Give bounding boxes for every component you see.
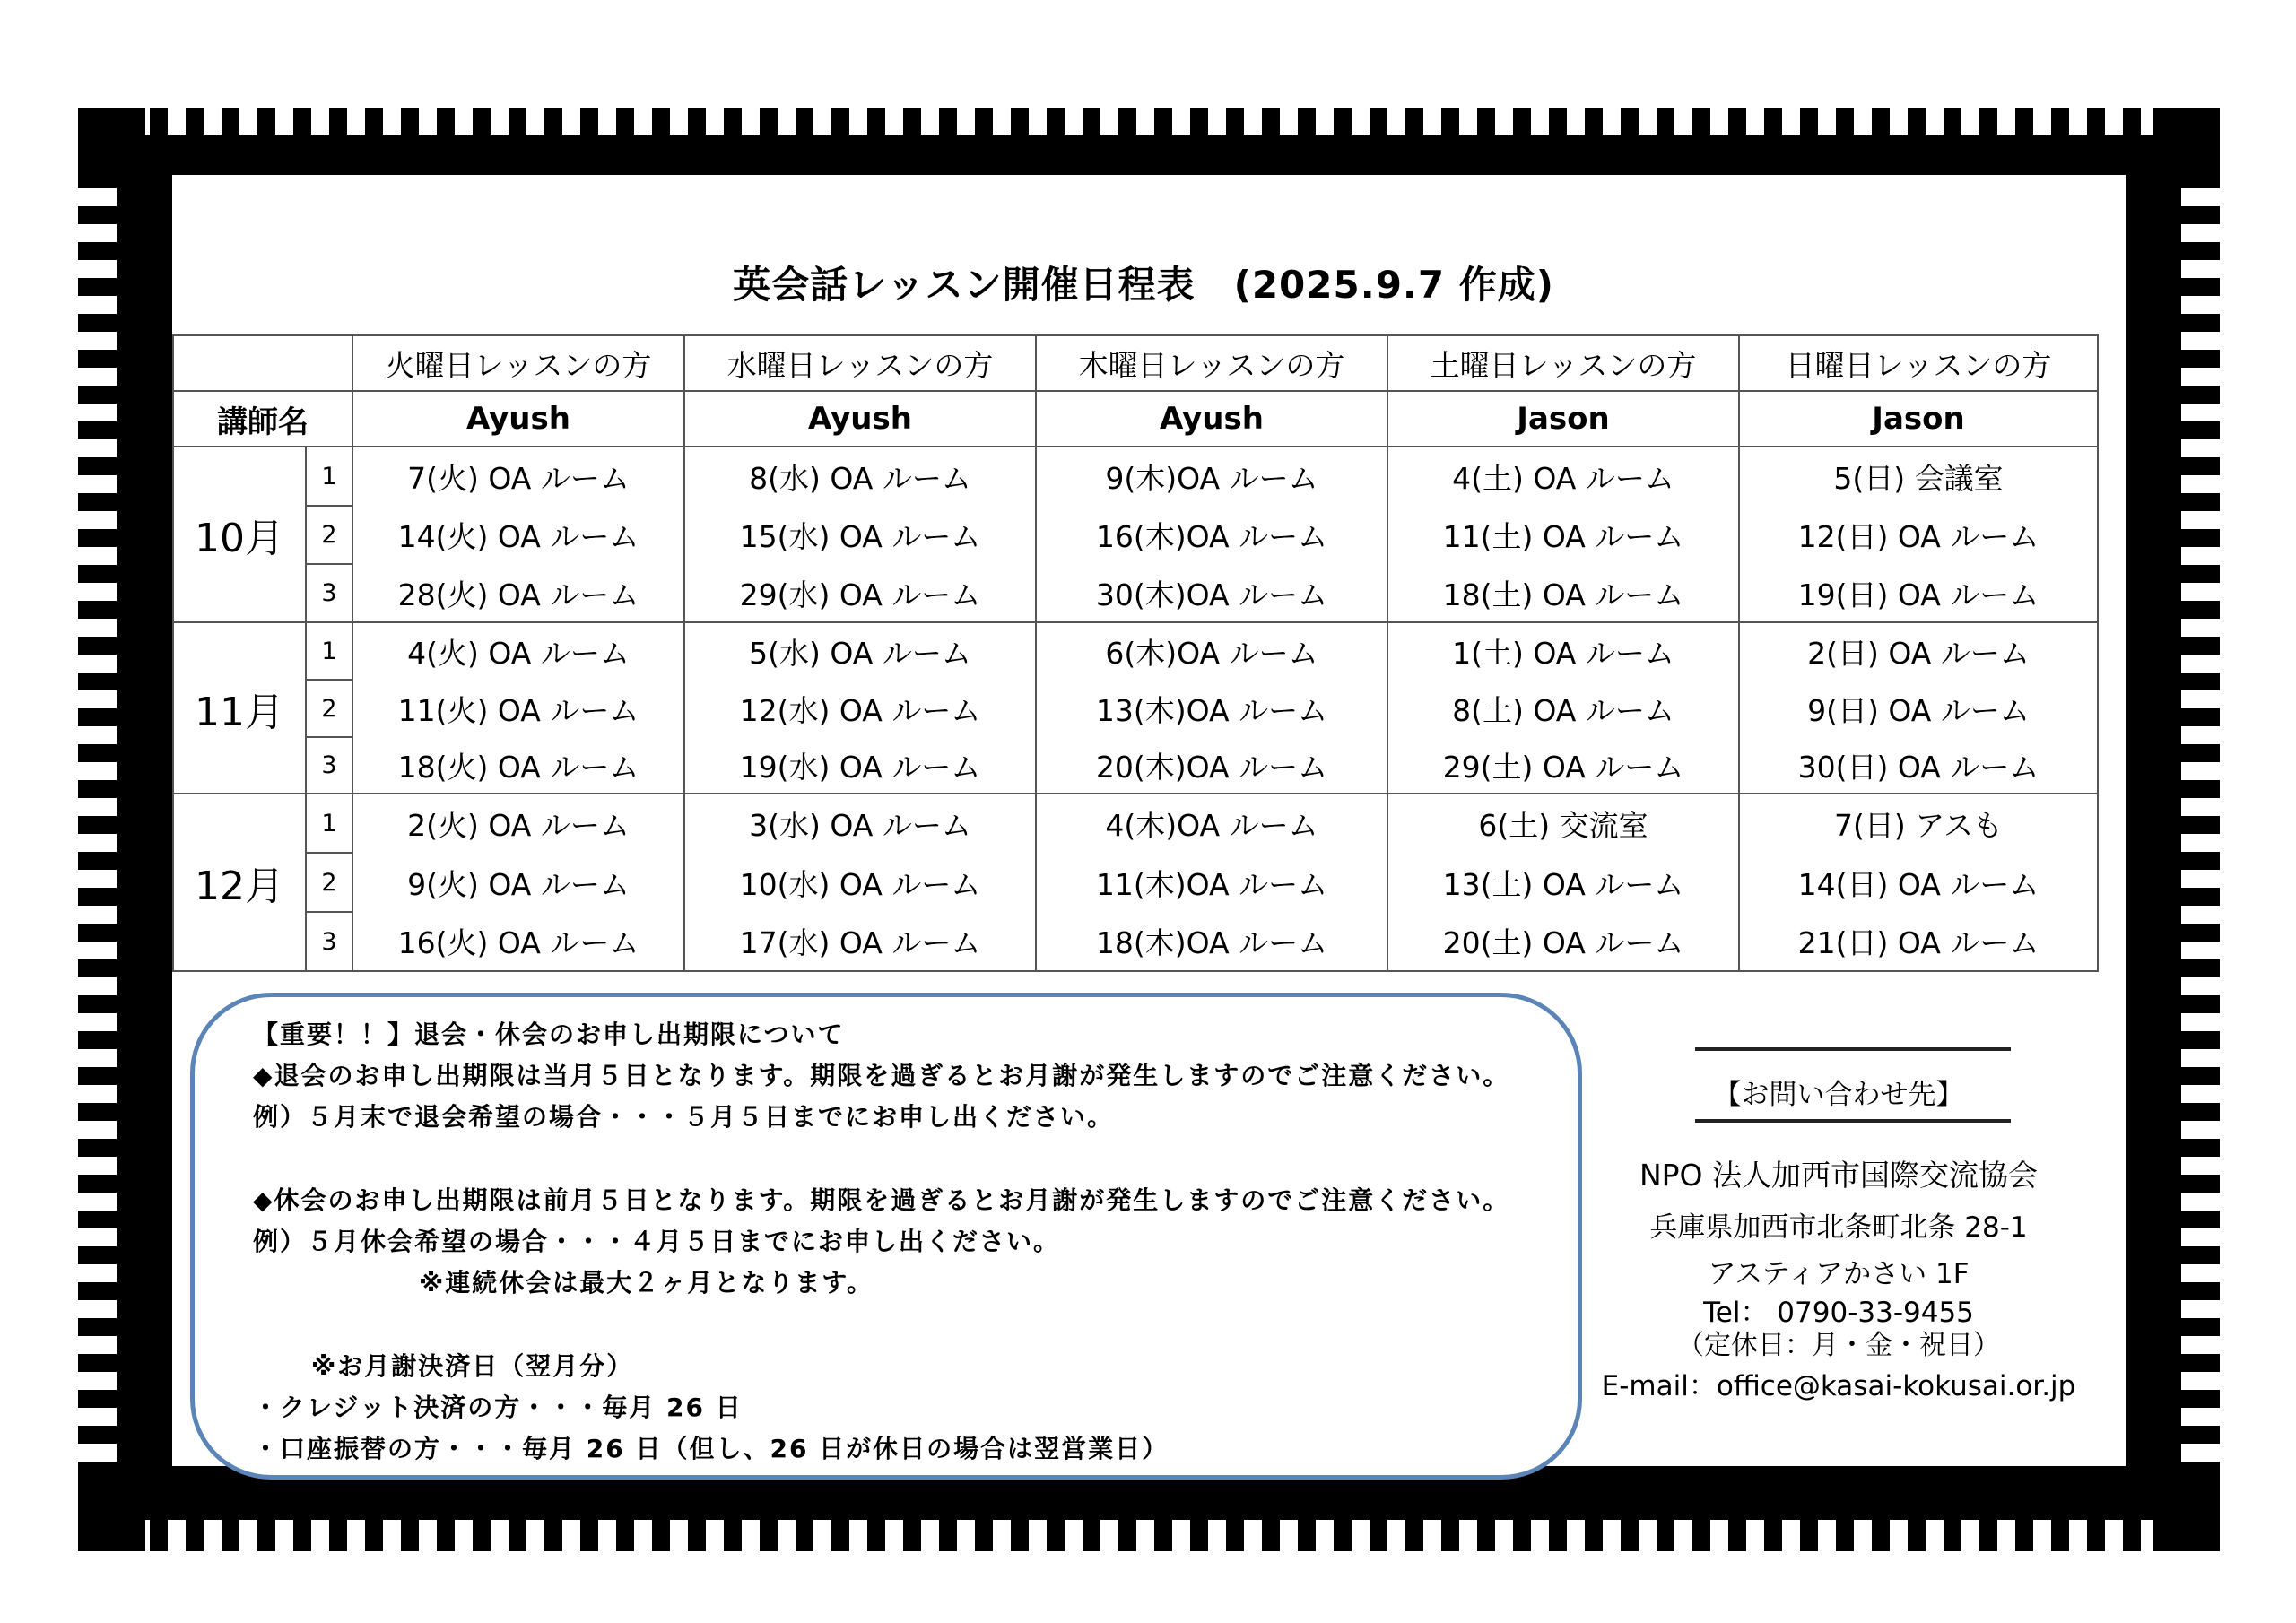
notice-line: ※連続休会は最大２ヶ月となります。 bbox=[419, 1268, 874, 1298]
lesson-slot: 2(火) OA ルーム bbox=[352, 794, 684, 853]
lesson-slot: 9(日) OA ルーム bbox=[1739, 680, 2098, 737]
lesson-slot: 16(火) OA ルーム bbox=[352, 912, 684, 971]
lesson-slot: 21(日) OA ルーム bbox=[1739, 912, 2098, 971]
phone-number: Tel： 0790-33-9455 bbox=[1703, 1297, 1974, 1329]
lesson-slot: 29(土) OA ルーム bbox=[1387, 737, 1739, 794]
instructor-name: Ayush bbox=[1036, 391, 1387, 447]
row-number: 3 bbox=[306, 912, 352, 971]
notice-line: ※お月謝決済日（翌月分） bbox=[311, 1351, 634, 1381]
lesson-slot: 16(木)OA ルーム bbox=[1036, 506, 1387, 564]
lesson-slot: 11(火) OA ルーム bbox=[352, 680, 684, 737]
lesson-slot: 19(日) OA ルーム bbox=[1739, 564, 2098, 622]
notice-box bbox=[190, 993, 1582, 1480]
table-row bbox=[173, 506, 2098, 564]
org-name: NPO 法人加西市国際交流協会 bbox=[1639, 1158, 2039, 1193]
month-label: 10月 bbox=[173, 447, 306, 622]
table-row bbox=[173, 853, 2098, 912]
instructor-name: Jason bbox=[1387, 391, 1739, 447]
email-address: E-mail：office@kasai-kokusai.or.jp bbox=[1601, 1370, 2076, 1402]
lesson-slot: 10(水) OA ルーム bbox=[684, 853, 1036, 912]
lesson-slot: 15(水) OA ルーム bbox=[684, 506, 1036, 564]
instructor-name: Jason bbox=[1739, 391, 2098, 447]
lesson-slot: 14(日) OA ルーム bbox=[1739, 853, 2098, 912]
day-header-row bbox=[173, 335, 2098, 391]
table-row bbox=[173, 912, 2098, 971]
notice-line: ・クレジット決済の方・・・毎月 26 日 bbox=[253, 1393, 743, 1422]
lesson-slot: 5(日) 会議室 bbox=[1739, 447, 2098, 506]
lesson-slot: 30(日) OA ルーム bbox=[1739, 737, 2098, 794]
day-header: 日曜日レッスンの方 bbox=[1739, 335, 2098, 391]
lesson-slot: 4(土) OA ルーム bbox=[1387, 447, 1739, 506]
lesson-slot: 2(日) OA ルーム bbox=[1739, 622, 2098, 680]
notice-line: ・口座振替の方・・・毎月 26 日（但し、26 日が休日の場合は翌営業日） bbox=[253, 1434, 1170, 1463]
lesson-slot: 4(火) OA ルーム bbox=[352, 622, 684, 680]
address-line: アスティアかさい 1F bbox=[1708, 1258, 1970, 1290]
lesson-slot: 11(木)OA ルーム bbox=[1036, 853, 1387, 912]
divider bbox=[1695, 1047, 2011, 1051]
lesson-slot: 12(日) OA ルーム bbox=[1739, 506, 2098, 564]
closed-days: （定休日：月・金・祝日） bbox=[1677, 1330, 2000, 1361]
lesson-slot: 9(火) OA ルーム bbox=[352, 853, 684, 912]
day-header: 水曜日レッスンの方 bbox=[684, 335, 1036, 391]
divider bbox=[1695, 1119, 2011, 1123]
lesson-slot: 5(水) OA ルーム bbox=[684, 622, 1036, 680]
lesson-slot: 18(火) OA ルーム bbox=[352, 737, 684, 794]
instructor-label: 講師名 bbox=[173, 391, 352, 447]
lesson-slot: 17(水) OA ルーム bbox=[684, 912, 1036, 971]
contact-heading: 【お問い合わせ先】 bbox=[1713, 1079, 1964, 1111]
lesson-slot: 20(木)OA ルーム bbox=[1036, 737, 1387, 794]
table-row bbox=[173, 737, 2098, 794]
row-number: 1 bbox=[306, 622, 352, 680]
table-row bbox=[173, 564, 2098, 622]
lesson-slot: 20(土) OA ルーム bbox=[1387, 912, 1739, 971]
month-label: 12月 bbox=[173, 794, 306, 971]
lesson-slot: 12(水) OA ルーム bbox=[684, 680, 1036, 737]
lesson-slot: 4(木)OA ルーム bbox=[1036, 794, 1387, 853]
row-number: 2 bbox=[306, 506, 352, 564]
row-number: 1 bbox=[306, 794, 352, 853]
table-row bbox=[173, 794, 2098, 853]
lesson-slot: 6(土) 交流室 bbox=[1387, 794, 1739, 853]
lesson-slot: 7(火) OA ルーム bbox=[352, 447, 684, 506]
lesson-slot: 19(水) OA ルーム bbox=[684, 737, 1036, 794]
lesson-slot: 18(土) OA ルーム bbox=[1387, 564, 1739, 622]
schedule-table bbox=[172, 334, 2099, 972]
table-row bbox=[173, 680, 2098, 737]
lesson-slot: 8(水) OA ルーム bbox=[684, 447, 1036, 506]
day-header: 土曜日レッスンの方 bbox=[1387, 335, 1739, 391]
instructor-name: Ayush bbox=[352, 391, 684, 447]
lesson-slot: 18(木)OA ルーム bbox=[1036, 912, 1387, 971]
row-number: 2 bbox=[306, 853, 352, 912]
month-label: 11月 bbox=[173, 622, 306, 794]
lesson-slot: 14(火) OA ルーム bbox=[352, 506, 684, 564]
lesson-slot: 29(水) OA ルーム bbox=[684, 564, 1036, 622]
lesson-slot: 7(日) アスも bbox=[1739, 794, 2098, 853]
lesson-slot: 11(土) OA ルーム bbox=[1387, 506, 1739, 564]
lesson-slot: 3(水) OA ルーム bbox=[684, 794, 1036, 853]
notice-line: ◆退会のお申し出期限は当月５日となります。期限を過ぎるとお月謝が発生しますのでご注意ください。 bbox=[253, 1061, 1510, 1090]
instructor-name: Ayush bbox=[684, 391, 1036, 447]
day-header: 木曜日レッスンの方 bbox=[1036, 335, 1387, 391]
instructor-row bbox=[173, 391, 2098, 447]
lesson-slot: 13(木)OA ルーム bbox=[1036, 680, 1387, 737]
lesson-slot: 1(土) OA ルーム bbox=[1387, 622, 1739, 680]
notice-heading: 【重要！！】退会・休会のお申し出期限について bbox=[253, 1020, 845, 1049]
row-number: 1 bbox=[306, 447, 352, 506]
lesson-slot: 13(土) OA ルーム bbox=[1387, 853, 1739, 912]
day-header: 火曜日レッスンの方 bbox=[352, 335, 684, 391]
row-number: 3 bbox=[306, 737, 352, 794]
lesson-slot: 30(木)OA ルーム bbox=[1036, 564, 1387, 622]
row-number: 3 bbox=[306, 564, 352, 622]
notice-line: ◆休会のお申し出期限は前月５日となります。期限を過ぎるとお月謝が発生しますのでご注意ください。 bbox=[253, 1185, 1510, 1215]
lesson-slot: 9(木)OA ルーム bbox=[1036, 447, 1387, 506]
table-row bbox=[173, 622, 2098, 680]
lesson-slot: 6(木)OA ルーム bbox=[1036, 622, 1387, 680]
corner-cell bbox=[173, 335, 352, 391]
table-row bbox=[173, 447, 2098, 506]
notice-line: 例）５月休会希望の場合・・・４月５日までにお申し出ください。 bbox=[253, 1227, 1061, 1256]
lesson-slot: 8(土) OA ルーム bbox=[1387, 680, 1739, 737]
notice-line: 例）５月末で退会希望の場合・・・５月５日までにお申し出ください。 bbox=[253, 1102, 1115, 1132]
row-number: 2 bbox=[306, 680, 352, 737]
address-line: 兵庫県加西市北条町北条 28-1 bbox=[1649, 1211, 2028, 1244]
lesson-slot: 28(火) OA ルーム bbox=[352, 564, 684, 622]
page-title: 英会話レッスン開催日程表 (2025.9.7 作成) bbox=[733, 263, 1554, 307]
